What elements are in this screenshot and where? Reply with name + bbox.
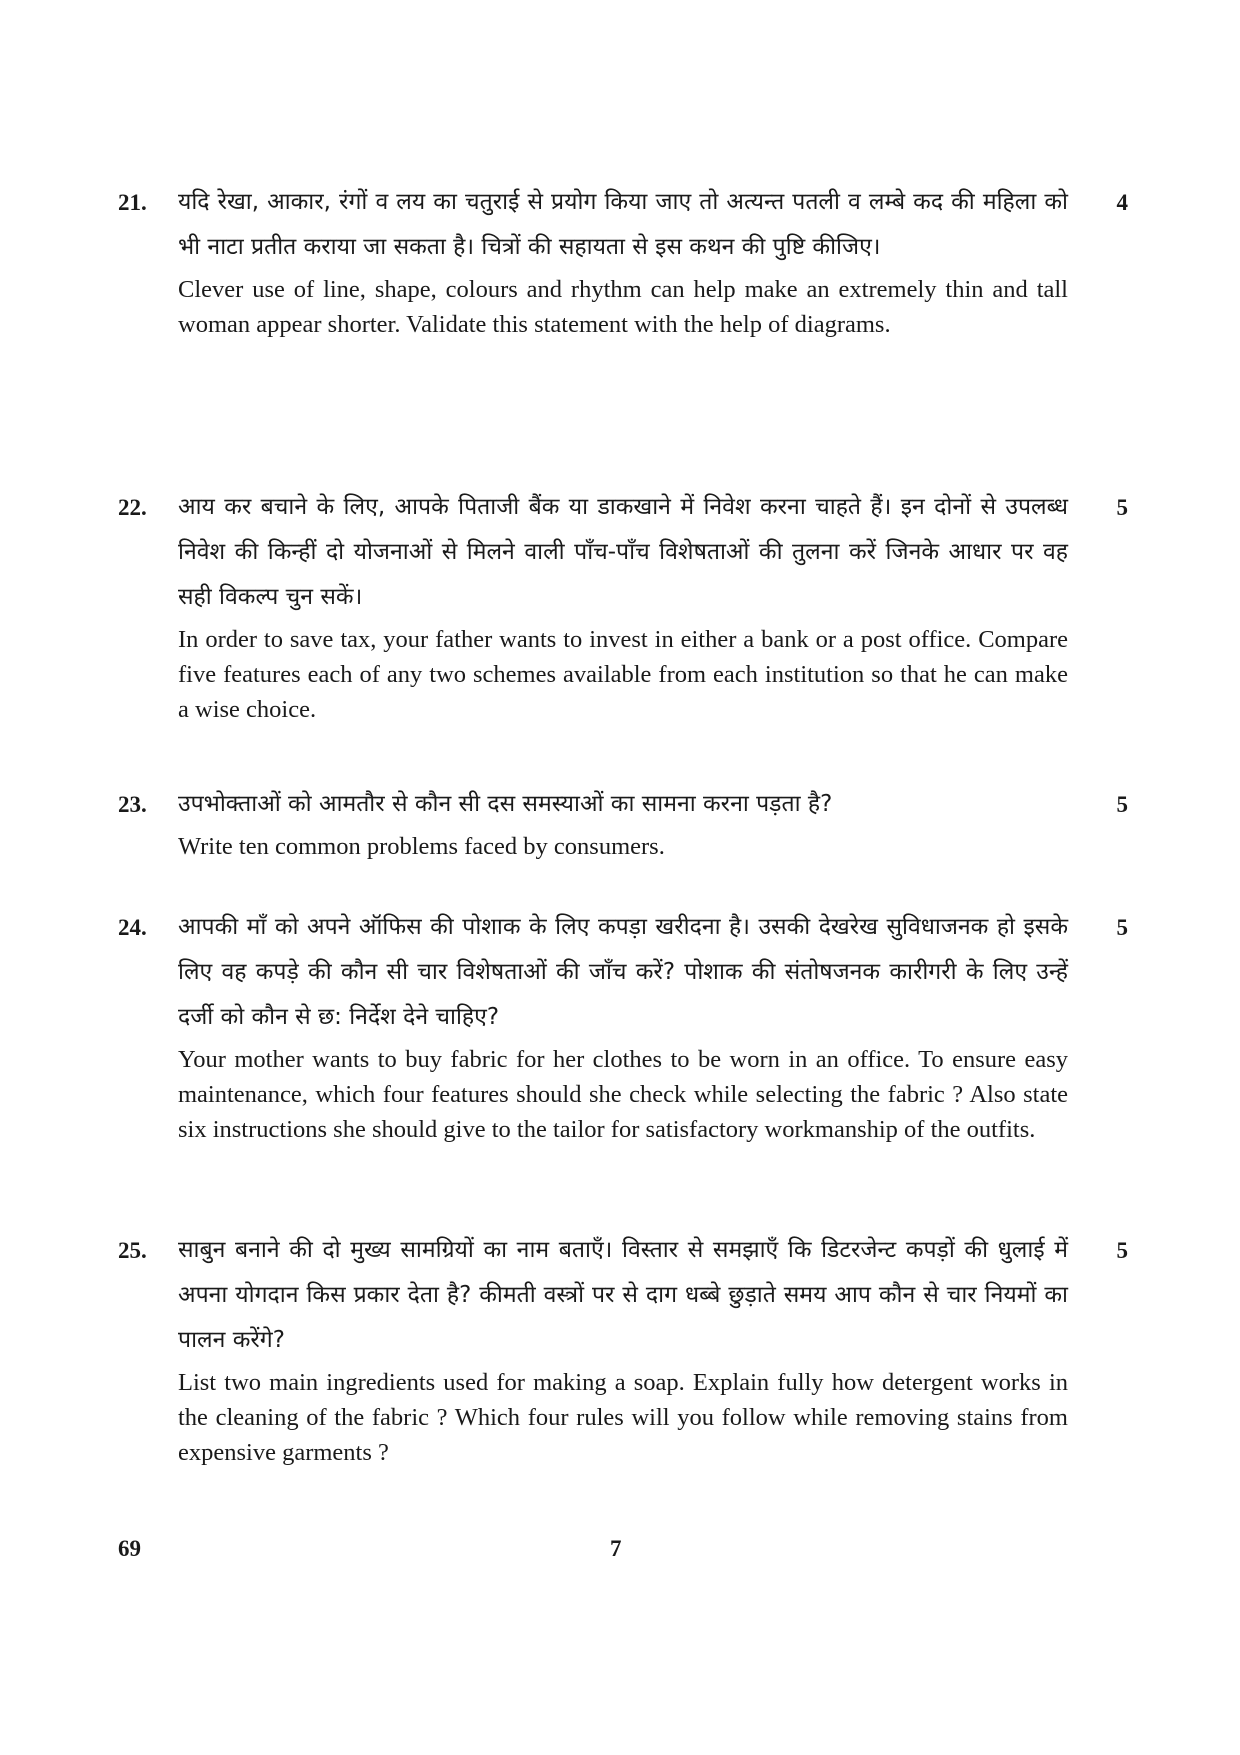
question-text-hindi: आय कर बचाने के लिए, आपके पिताजी बैंक या डाकखाने में निवेश करना चाहते हैं। इन दोनों से उपलब्ध निवेश की किन्हीं दो योजनाओं से मिलने वाली पाँच-पाँच विशेषताओं की तुलना करें जिनके आधार पर वह सही विकल्प चुन सकें।: [178, 494, 1068, 610]
question-marks: 5: [1116, 1238, 1128, 1263]
question-text-hindi: आपकी माँ को अपने ऑफिस की पोशाक के लिए कपड़ा खरीदना है। उसकी देखरेख सुविधाजनक हो इसके लिए वह कपड़े की कौन सी चार विशेषताओं की जाँच करें? पोशाक की संतोषजनक कारीगरी के लिए उन्हें दर्जी को कौन से छ: निर्देश देने चाहिए?: [178, 914, 1068, 1030]
question-text-english: List two main ingredients used for making a soap. Explain fully how detergent works in the cleaning of the fabric ? Which four rules will you follow while removing stains from expensive garments ?: [178, 1369, 1068, 1466]
question-marks: 5: [1116, 915, 1128, 940]
question-text-english: Write ten common problems faced by consumers.: [178, 833, 665, 860]
question-number: 21.: [118, 190, 147, 215]
question-text-hindi: उपभोक्ताओं को आमतौर से कौन सी दस समस्याओं का सामना करना पड़ता है?: [178, 791, 833, 817]
question-number: 25.: [118, 1238, 147, 1263]
question-marks: 4: [1116, 190, 1128, 215]
question-22: [118, 485, 1128, 727]
question-24: [118, 905, 1128, 1147]
question-25: [118, 1228, 1128, 1470]
paper-code: 69: [118, 1536, 141, 1561]
question-23: [118, 782, 1128, 864]
question-text-hindi: यदि रेखा, आकार, रंगों व लय का चतुराई से प्रयोग किया जाए तो अत्यन्त पतली व लम्बे कद की महिला को भी नाटा प्रतीत कराया जा सकता है। चित्रों की सहायता से इस कथन की पुष्टि कीजिए।: [178, 189, 1068, 260]
question-number: 23.: [118, 792, 147, 817]
question-text-english: Your mother wants to buy fabric for her clothes to be worn in an office. To ensure easy maintenance, which four features should she check while selecting the fabric ? Also state six instructions she should give to the tailor for satisfactory workmanship of the outfits.: [178, 1046, 1068, 1143]
question-21: [118, 180, 1128, 342]
page-number: 7: [610, 1536, 622, 1561]
question-text-english: In order to save tax, your father wants to invest in either a bank or a post office. Compare five features each of any two schemes available from each institution so that he can make a wise choice.: [178, 626, 1068, 723]
question-text-english: Clever use of line, shape, colours and rhythm can help make an extremely thin and tall woman appear shorter. Validate this statement with the help of diagrams.: [178, 276, 1068, 338]
question-marks: 5: [1116, 495, 1128, 520]
question-number: 24.: [118, 915, 147, 940]
question-marks: 5: [1116, 792, 1128, 817]
question-number: 22.: [118, 495, 147, 520]
question-text-hindi: साबुन बनाने की दो मुख्य सामग्रियों का नाम बताएँ। विस्तार से समझाएँ कि डिटरजेन्ट कपड़ों की धुलाई में अपना योगदान किस प्रकार देता है? कीमती वस्त्रों पर से दाग धब्बे छुड़ाते समय आप कौन से चार नियमों का पालन करेंगे?: [178, 1237, 1068, 1353]
